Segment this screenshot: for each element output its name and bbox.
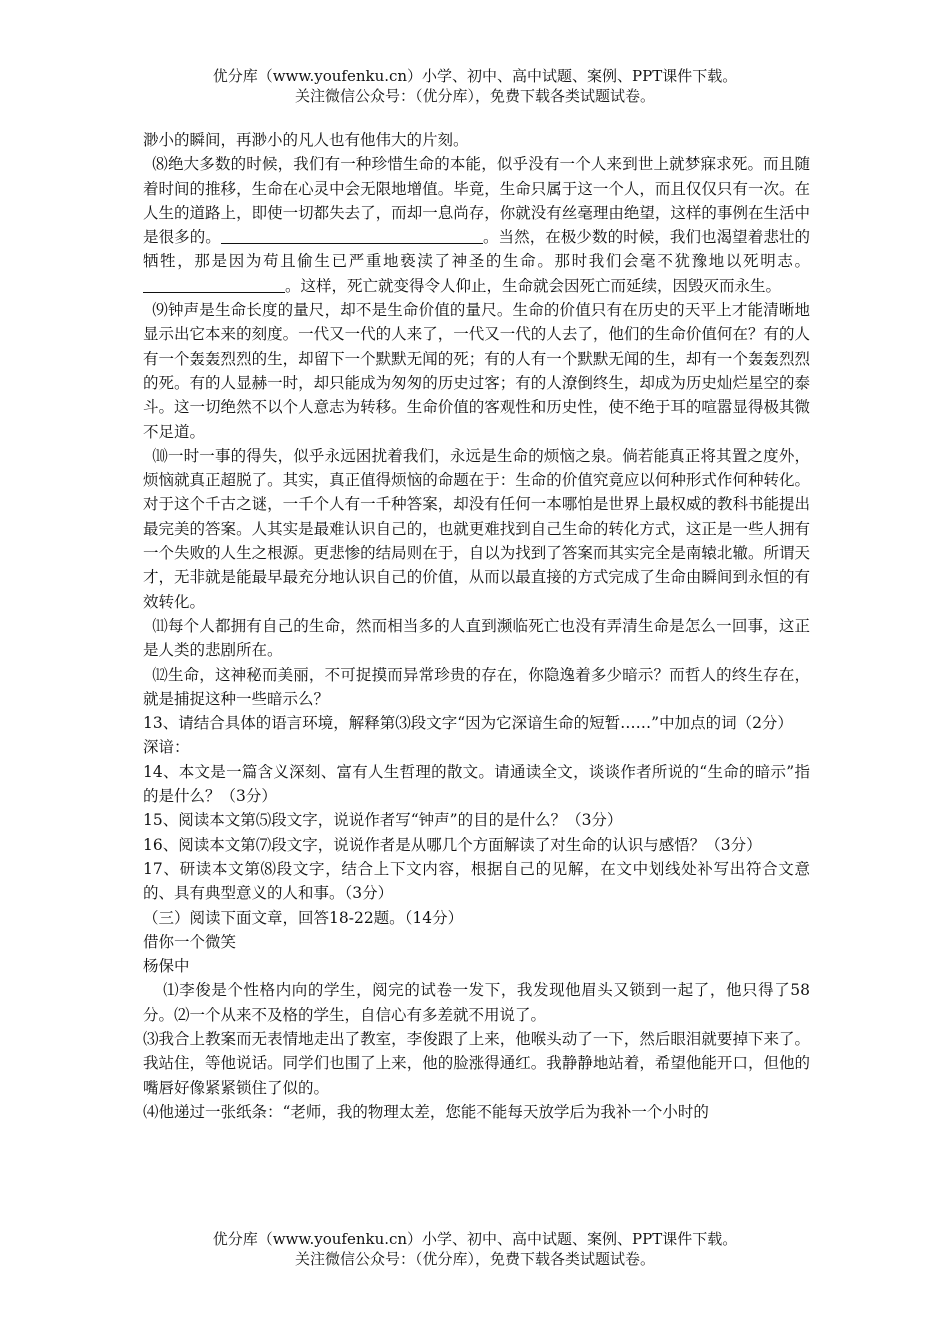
page-header	[0, 66, 950, 106]
story-paragraph-4: ⑷他递过一张纸条：“老师，我的物理太差，您能不能每天放学后为我补一个小时的	[143, 1102, 709, 1121]
fill-blank-2[interactable]	[143, 276, 285, 293]
question-17: 17、研读本文第⑻段文字，结合上下文内容，根据自己的见解，在文中划线处补写出符合文意的、具有典型意义的人和事。（3分）	[143, 859, 810, 903]
header-line-1: 优分库（www.youfenku.cn）小学、初中、高中试题、案例、PPT课件下载。	[212, 67, 738, 85]
document-body	[143, 128, 810, 1124]
paragraph-8	[143, 152, 810, 298]
footer-line-2: 关注微信公众号：（优分库），免费下载各类试题试卷。	[294, 1250, 655, 1268]
article-author: 杨保中	[143, 957, 190, 976]
question-13: 13、请结合具体的语言环境，解释第⑶段文字“因为它深谙生命的短暂……”中加点的词（2分）	[143, 714, 793, 733]
paragraph-11: ⑾每个人都拥有自己的生命，然而相当多的人直到濒临死亡也没有弄清生命是怎么一回事，这正是人类的悲剧所在。	[143, 616, 810, 660]
paragraph-10: ⑽一时一事的得失，似乎永远困扰着我们，永远是生命的烦恼之泉。倘若能真正将其置之度外，烦恼就真正超脱了。其实，真正值得烦恼的命题在于：生命的价值究竟应以何种形式作何种转化。对于这个千古之谜，一千个人有一千种答案，却没有任何一本哪怕是世界上最权威的教科书能提出最完美的答案。人其实是最难认识自己的，也就更难找到自己生命的转化方式，这正是一些人拥有一个失败的人生之根源。更悲惨的结局则在于，自以为找到了答案而其实完全是南辕北辙。所谓天才，无非就是能最早最充分地认识自己的价值，从而以最直接的方式完成了生命由瞬间到永恒的有效转化。	[143, 446, 810, 611]
fill-blank-1[interactable]	[221, 227, 483, 244]
section-3-heading: （三）阅读下面文章，回答18-22题。（14分）	[143, 908, 464, 927]
paragraph-9: ⑼钟声是生命长度的量尺，却不是生命价值的量尺。生命的价值只有在历史的天平上才能清晰地显示出它本来的刻度。一代又一代的人来了，一代又一代的人去了，他们的生命价值何在？有的人有一个轰轰烈烈的生，却留下一个默默无闻的死；有的人有一个默默无闻的生，却有一个轰轰烈烈的死。有的人显赫一时，却只能成为匆匆的历史过客；有的人潦倒终生，却成为历史灿烂星空的泰斗。这一切绝然不以个人意志为转移。生命价值的客观性和历史性，使不绝于耳的喧嚣显得极其微不足道。	[143, 301, 810, 441]
question-14: 14、本文是一篇含义深刻、富有人生哲理的散文。请通读全文，谈谈作者所说的“生命的暗示”指的是什么？（3分）	[143, 762, 810, 806]
paragraph-8-part-c: 。这样，死亡就变得令人仰止，生命就会因死亡而延续，因毁灭而永生。	[285, 276, 782, 295]
question-16: 16、阅读本文第⑺段文字，说说作者是从哪几个方面解读了对生命的认识与感悟？（3分）	[143, 835, 762, 854]
story-paragraph-3: ⑶我合上教案而无表情地走出了教室，李俊跟了上来，他喉头动了一下，然后眼泪就要掉下来了。我站住，等他说话。同学们也围了上来，他的脸涨得通红。我静静地站着，希望他能开口，但他的嘴唇好像紧紧锁住了似的。	[143, 1029, 810, 1097]
paragraph-8-part-b: 。当然，在极少数的时候，我们也渴望着悲壮的牺牲，那是因为苟且偷生已严重地亵渎了神圣的生命。那时我们会毫不犹豫地以死明志。	[143, 228, 810, 271]
article-title: 借你一个微笑	[143, 932, 237, 951]
paragraph-12: ⑿生命，这神秘而美丽，不可捉摸而异常珍贵的存在，你隐逸着多少暗示？而哲人的终生存在，就是捕捉这种一些暗示么？	[143, 665, 810, 708]
story-paragraph-1: ⑴李俊是个性格内向的学生，阅完的试卷一发下，我发现他眉头又锁到一起了，他只得了58分。⑵一个从来不及格的学生，自信心有多差就不用说了。	[143, 981, 810, 1024]
paragraph-8-part-a: ⑻绝大多数的时候，我们有一种珍惜生命的本能，似乎没有一个人来到世上就梦寐求死。而且随着时间的推移，生命在心灵中会无限地增值。毕竟，生命只属于这一个人，而且仅仅只有一次。在人生的道路上，即使一切都失去了，而却一息尚存，你就没有丝毫理由绝望，这样的事例在生活中是很多的。	[143, 155, 810, 247]
page-footer	[0, 1229, 950, 1269]
question-13-answer-label: 深谙：	[143, 738, 190, 757]
paragraph-continuation: 渺小的瞬间，再渺小的凡人也有他伟大的片刻。	[143, 131, 469, 149]
question-15: 15、阅读本文第⑸段文字，说说作者写“钟声”的目的是什么？（3分）	[143, 811, 623, 830]
header-line-2: 关注微信公众号：（优分库），免费下载各类试题试卷。	[294, 87, 655, 105]
footer-line-1: 优分库（www.youfenku.cn）小学、初中、高中试题、案例、PPT课件下载。	[212, 1230, 738, 1248]
